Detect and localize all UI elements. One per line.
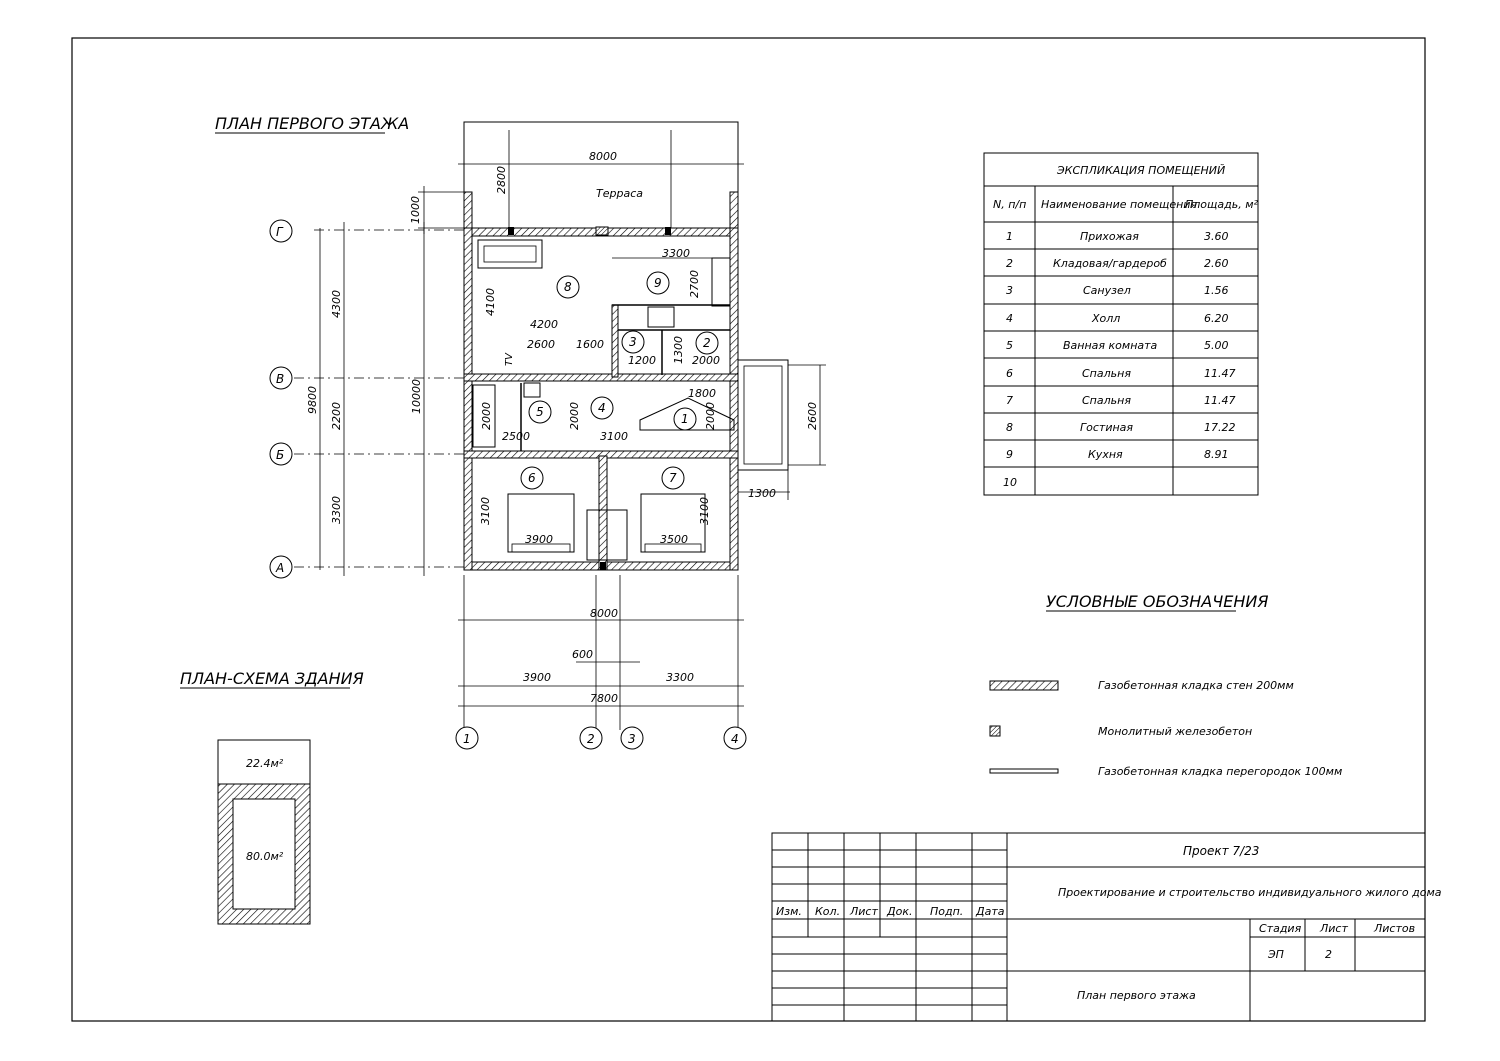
dim-bottom-right: 3300 <box>666 671 694 684</box>
dim-living-h: 4100 <box>484 288 497 316</box>
axis-row-v: В <box>276 372 285 386</box>
stamp-col-list: Лист <box>850 905 878 918</box>
row-5-area: 5.00 <box>1204 339 1229 352</box>
row-3-name: Санузел <box>1083 284 1131 297</box>
dim-overall-left-inner: 10000 <box>410 379 423 414</box>
room-marker-4: 4 <box>598 401 606 415</box>
row-7-name: Спальня <box>1082 394 1131 407</box>
legend-item-wall: Газобетонная кладка стен 200мм <box>1098 679 1294 692</box>
dim-kitchen-w: 3300 <box>662 247 690 260</box>
row-9-num: 9 <box>1006 448 1013 461</box>
dim-wc-w: 1200 <box>628 354 656 367</box>
axis-cols <box>456 727 746 749</box>
porch <box>738 360 788 470</box>
row-7-area: 11.47 <box>1204 394 1236 407</box>
floor-plan <box>270 122 826 749</box>
dim-entry-w: 1800 <box>688 387 716 400</box>
row-6-area: 11.47 <box>1204 367 1236 380</box>
sink-kitchen <box>648 307 674 327</box>
stamp-col-kol: Кол. <box>815 905 841 918</box>
dim-terrace-depth: 2800 <box>495 166 508 194</box>
row-2-area: 2.60 <box>1204 257 1229 270</box>
row-5-num: 5 <box>1006 339 1013 352</box>
room-marker-5: 5 <box>536 405 544 419</box>
stamp-col-podp: Подп. <box>930 905 964 918</box>
scheme-house-area: 80.0м² <box>246 850 284 863</box>
axis-row-g: Г <box>276 225 283 239</box>
dim-overall-top: 8000 <box>589 150 617 163</box>
exterior-wall-right <box>730 228 738 570</box>
legend-title <box>1046 592 1268 611</box>
dim-gap: 600 <box>572 648 593 661</box>
dim-seg-v-b: 2200 <box>330 402 343 430</box>
dim-porch-w: 1300 <box>748 487 776 500</box>
floor-plan-title-text: ПЛАН ПЕРВОГО ЭТАЖА <box>215 114 410 133</box>
row-1-area: 3.60 <box>1204 230 1229 243</box>
room-marker-7: 7 <box>669 471 677 485</box>
stamp-sheets-label: Листов <box>1374 922 1416 935</box>
dim-wc-h: 1300 <box>672 336 685 364</box>
dim-bed6-h: 3100 <box>479 497 492 525</box>
axis-col-4: 4 <box>731 732 739 746</box>
row-9-area: 8.91 <box>1204 448 1229 461</box>
dim-seg-b-a: 3300 <box>330 496 343 524</box>
dim-porch-h: 2600 <box>806 402 819 430</box>
axis-col-1: 1 <box>463 732 471 746</box>
row-8-area: 17.22 <box>1204 421 1236 434</box>
explication-header-num: N, п/п <box>993 198 1027 211</box>
room-marker-2: 2 <box>703 336 711 350</box>
site-scheme-title <box>180 669 364 688</box>
stamp-stage: ЭП <box>1268 948 1284 961</box>
dim-bottom-overall: 8000 <box>590 607 618 620</box>
room-marker-6: 6 <box>528 471 536 485</box>
floor-plan-title <box>215 114 409 133</box>
row-10-num: 10 <box>1003 476 1017 489</box>
dim-hall-right: 1600 <box>576 338 604 351</box>
site-scheme <box>218 740 310 924</box>
stamp-sheet-label: Лист <box>1320 922 1348 935</box>
axis-rows <box>270 220 292 578</box>
row-9-name: Кухня <box>1088 448 1123 461</box>
explication-title: ЭКСПЛИКАЦИЯ ПОМЕЩЕНИЙ <box>1057 164 1226 177</box>
dim-entry-h: 2000 <box>704 402 717 430</box>
row-2-num: 2 <box>1006 257 1013 270</box>
stamp-col-dok: Док. <box>887 905 913 918</box>
dim-bath-w: 2500 <box>502 430 530 443</box>
kitchen-counter <box>712 258 730 306</box>
row-3-num: 3 <box>1006 284 1013 297</box>
row-1-name: Прихожая <box>1080 230 1139 243</box>
title-block-text <box>776 844 1442 1002</box>
legend-item-concrete: Монолитный железобетон <box>1098 725 1253 738</box>
stamp-col-data: Дата <box>976 905 1005 918</box>
dim-overall-left-outer: 9800 <box>306 386 319 414</box>
dim-storage-w: 2000 <box>692 354 720 367</box>
dim-terrace-offset: 1000 <box>409 196 422 224</box>
explication-header-name: Наименование помещения <box>1041 198 1198 211</box>
explication-header-area: Площадь, м² <box>1185 198 1258 211</box>
axis-col-2: 2 <box>587 732 595 746</box>
dim-hall-h: 2000 <box>568 402 581 430</box>
dim-hall-w: 3100 <box>600 430 628 443</box>
axis-row-b: Б <box>276 448 285 462</box>
legend <box>990 679 1342 778</box>
row-4-area: 6.20 <box>1204 312 1229 325</box>
stamp-sheet: 2 <box>1325 948 1332 961</box>
dimension-lines <box>294 158 826 730</box>
site-scheme-title-text: ПЛАН-СХЕМА ЗДАНИЯ <box>180 669 364 688</box>
dim-kitchen-h: 2700 <box>688 270 701 298</box>
dim-bottom-total: 7800 <box>590 692 618 705</box>
dim-bed7-h: 3100 <box>698 497 711 525</box>
tv-label: TV <box>504 353 515 366</box>
dim-living-w: 4200 <box>530 318 558 331</box>
row-3-area: 1.56 <box>1204 284 1229 297</box>
row-4-name: Холл <box>1092 312 1121 325</box>
stamp-col-izm: Изм. <box>776 905 802 918</box>
row-8-name: Гостиная <box>1080 421 1134 434</box>
axis-col-3: 3 <box>628 732 636 746</box>
scheme-terrace-area: 22.4м² <box>246 757 284 770</box>
row-8-num: 8 <box>1006 421 1013 434</box>
exterior-wall-left <box>464 228 472 570</box>
axis-row-a: А <box>276 561 285 575</box>
dim-bed6-w: 3900 <box>525 533 553 546</box>
room-marker-9: 9 <box>654 276 662 290</box>
room-marker-8: 8 <box>564 280 572 294</box>
room-marker-1: 1 <box>681 412 689 426</box>
dim-bed7-w: 3500 <box>660 533 688 546</box>
stamp-drawing-name: План первого этажа <box>1077 989 1196 1002</box>
legend-swatch-concrete <box>990 726 1000 736</box>
row-1-num: 1 <box>1006 230 1013 243</box>
washbasin <box>524 383 540 397</box>
dim-bath-h: 2000 <box>480 402 493 430</box>
stamp-project: Проект 7/23 <box>1183 844 1260 858</box>
stamp-stage-label: Стадия <box>1259 922 1302 935</box>
row-6-name: Спальня <box>1082 367 1131 380</box>
room-marker-3: 3 <box>629 335 637 349</box>
legend-title-text: УСЛОВНЫЕ ОБОЗНАЧЕНИЯ <box>1046 592 1269 611</box>
row-2-name: Кладовая/гардероб <box>1053 257 1167 270</box>
stamp-description: Проектирование и строительство индивидуального жилого дома <box>1058 886 1442 899</box>
legend-item-partition: Газобетонная кладка перегородок 100мм <box>1098 765 1343 778</box>
dim-seg-g-v: 4300 <box>330 290 343 318</box>
dim-hall-left: 2600 <box>527 338 555 351</box>
legend-swatch-partition <box>990 769 1058 773</box>
row-6-num: 6 <box>1006 367 1013 380</box>
sofa <box>478 240 542 268</box>
dim-bottom-left: 3900 <box>523 671 551 684</box>
row-4-num: 4 <box>1006 312 1013 325</box>
legend-swatch-wall <box>990 681 1058 690</box>
row-5-name: Ванная комната <box>1063 339 1158 352</box>
terrace-label: Терраса <box>596 187 643 200</box>
row-7-num: 7 <box>1006 394 1013 407</box>
